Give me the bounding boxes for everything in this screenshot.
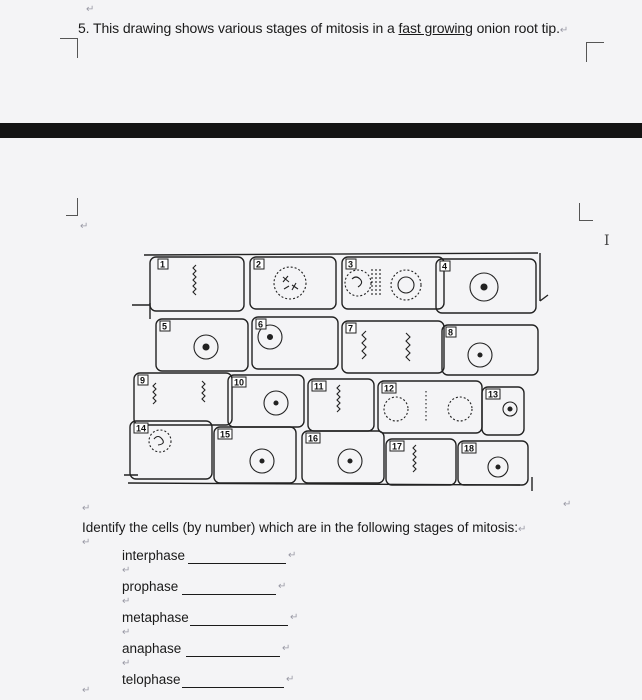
nucleus-outline: [274, 267, 306, 299]
chromosome-set: [406, 333, 410, 361]
cell-number-label: 17: [392, 441, 403, 452]
paragraph-mark: ↵: [82, 685, 91, 696]
chromosome-set: [362, 331, 366, 359]
paragraph-mark: ↵: [122, 627, 131, 638]
chromosome: [352, 277, 362, 287]
chromosome-set: [153, 383, 156, 404]
nucleus-outline: [345, 270, 371, 296]
paragraph-mark: ↵: [122, 565, 131, 576]
text-cursor-icon: I: [604, 233, 610, 249]
nucleus-outline: [149, 430, 171, 452]
crop-mark-bottom-right: [579, 203, 593, 221]
question-text: [78, 20, 568, 36]
answer-blank-telophase[interactable]: [182, 687, 284, 688]
cell-number-label: 14: [136, 423, 147, 434]
paragraph-mark: ↵: [559, 25, 569, 36]
chromosome-set: [372, 269, 380, 297]
cell-number-label: 3: [348, 259, 354, 270]
paragraph-mark: ↵: [278, 581, 287, 592]
cell-number-label: 2: [256, 259, 262, 270]
cell-number-label: 16: [308, 433, 319, 444]
answer-blank-anaphase[interactable]: [186, 656, 280, 657]
nucleus-outline: [384, 397, 408, 421]
paragraph-mark: ↵: [288, 550, 297, 561]
chromosome-plate: [193, 265, 196, 295]
paragraph-mark: ↵: [517, 524, 527, 535]
paragraph-mark: ↵: [290, 612, 299, 623]
cell-number-label: 5: [162, 321, 168, 332]
question-prefix: 5. This drawing shows various stages of mitosis in a: [78, 20, 399, 36]
stage-label-metaphase: metaphase: [122, 610, 189, 625]
paragraph-mark: ↵: [122, 658, 131, 669]
answer-blank-prophase[interactable]: [182, 594, 276, 595]
stage-label-telophase: telophase: [122, 672, 181, 687]
cell-number-label: 11: [314, 381, 324, 392]
chromosome: [154, 437, 163, 446]
nucleus-outline: [391, 270, 421, 300]
chromosome: [283, 276, 298, 290]
crop-mark-top-right: [586, 42, 604, 62]
paragraph-mark: ↵: [82, 503, 91, 514]
cell-number-label: 10: [234, 377, 245, 388]
paragraph-mark: ↵: [563, 499, 572, 510]
cell-number-label: 1: [160, 259, 166, 270]
answer-blank-metaphase[interactable]: [190, 625, 288, 626]
cell-number-label: 12: [384, 383, 395, 394]
paragraph-mark: ↵: [80, 221, 89, 232]
cell-3: [342, 257, 444, 309]
cell-7: [342, 321, 444, 373]
paragraph-mark: ↵: [286, 674, 295, 685]
crop-mark-top-left: [60, 38, 78, 58]
cell-number-label: 15: [220, 429, 231, 440]
page-break-band: [0, 123, 642, 138]
cell-number-label: 18: [464, 443, 475, 454]
stage-label-anaphase: anaphase: [122, 641, 182, 656]
stage-label-prophase: prophase: [122, 579, 179, 594]
cell-number-label: 7: [348, 323, 354, 334]
instruction-text: [82, 520, 526, 535]
cell-number-label: 13: [488, 389, 499, 400]
paragraph-mark: ↵: [86, 4, 95, 15]
mitosis-diagram: [120, 245, 550, 493]
cell-number-label: 8: [448, 327, 454, 338]
cell-9: [134, 373, 232, 425]
paragraph-mark: ↵: [122, 596, 131, 607]
chromosome-plate: [413, 445, 416, 472]
crop-mark-bottom-left: [66, 198, 78, 216]
nucleus-outline: [448, 397, 472, 421]
cell-number-label: 9: [140, 375, 146, 386]
question-suffix: onion root tip.: [472, 20, 560, 36]
cell-number-label: 6: [258, 319, 264, 330]
cell-number-label: 4: [442, 261, 448, 272]
instruction-label: Identify the cells (by number) which are in the following stages of mitosis:: [82, 520, 518, 535]
paragraph-mark: ↵: [282, 643, 291, 654]
paragraph-mark: ↵: [82, 537, 91, 548]
question-underlined: fast growing: [398, 20, 473, 36]
chromosome-plate: [337, 385, 340, 412]
stage-label-interphase: interphase: [122, 548, 186, 563]
chromosome-set: [202, 381, 205, 402]
nucleus-outline: [398, 277, 414, 293]
answer-blank-interphase[interactable]: [188, 563, 286, 564]
